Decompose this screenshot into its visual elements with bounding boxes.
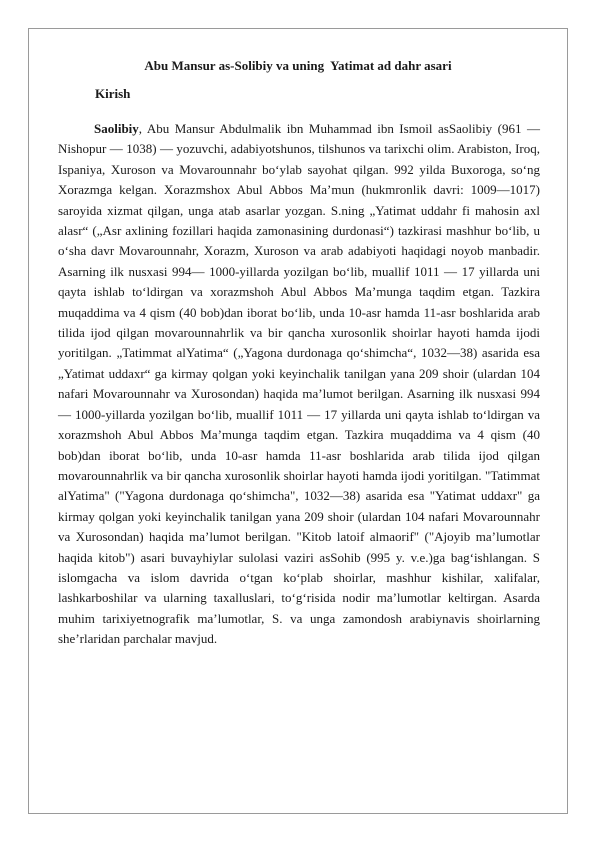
paragraph-text: , Abu Mansur Abdulmalik ibn Muhammad ibn Ismoil asSaolibiy (961 — Nishopur — 1038) — yozuvchi, adabiyotshunos, tilshunos va tarixchi olim. Arabiston, Iroq, Ispaniya, Xuroson va Movarounnahr bo‘ylab sayohat qilgan. 992 yilda Buxoroga, so‘ng Xorazmga kelgan. Xorazmshox Abul Abbos Ma’mun (hukmronlik davri: 1009—1017) saroyida xizmat qilgan, unga atab asarlar yozgan. S.ning „Yatimat uddahr fi mahosin axl alasr“ („Asr axlining fozillari haqida zamonasining durdonasi“) tazkirasi mashhur bo‘lib, u o‘sha davr Movarounnahr, Xorazm, Xuroson va arab adabiyoti haqidagi noyob manbadir. Asarning ilk nusxasi 994— 1000-yillarda yozilgan bo‘lib, muallif 1011 — 17 yillarda uni qayta ishlab to‘ldirgan va xorazmshoh Abul Abbos Ma’munga taqdim etgan. Tazkira muqaddima va 4 qism (40 bob)dan iborat bo‘lib, unda 10-asr hamda 11-asr boshlarida arab tilida ijod qilgan movarounnahrlik va bir qancha xurosonlik shoirlar hayoti hamda ijodi yoritilgan. „Tatimmat alYatima“ („Yagona durdonaga qo‘shimcha“, 1032—38) asarida esa „Yatimat uddaxr“ ga kirmay qolgan yoki keyinchalik tanilgan yana 209 shoir (ulardan 104 nafari Movarounnahr va Xurosondan) haqida ma’lumot berilgan. Asarning ilk nusxasi 994— 1000-yillarda yozilgan bo‘lib, muallif 1011 — 17 yillarda uni qayta ishlab to‘ldirgan va xorazmshoh Abul Abbos Ma’munga taqdim etgan. Tazkira muqaddima va 4 qism (40 bob)dan iborat bo‘lib, unda 10-asr hamda 11-asr boshlarida arab tilida ijod qilgan movarounnahrlik va bir qancha xurosonlik shoirlar hayoti hamda ijodi yoritilgan. "Tatimmat alYatima" ("Yagona durdonaga qo‘shimcha", 1032—38) asarida esa "Yatimat uddaxr" ga kirmay qolgan yoki keyinchalik tanilgan yana 209 shoir (ulardan 104 nafari Movarounnahr va Xurosondan) haqida ma’lumot berilgan. "Kitob latoif almaorif" ("Ajoyib ma’lumotlar haqida kitob") asari buvayhiylar sulolasi vaziri asSohib (995 y. v.e.)ga bag‘ishlangan. S islomgacha va islom davrida o‘tgan ko‘plab shoirlar, mashhur kishilar, xalifalar, lashkarboshilar va ularning taxalluslari, to‘g‘risida nodir ma’lumotlar keltirgan. Asarda muhim tarixiyetnografik ma’lumotlar, S. va unga zamondosh arabiynavis shoirlarning she’rlaridan parchalar mavjud. (58, 121, 540, 647)
section-heading: Kirish (95, 86, 131, 101)
document-title: Abu Mansur as-Solibiy va uning Yatimat ad dahr asari (144, 58, 452, 73)
body-paragraph (58, 119, 540, 650)
lead-word: Saolibiy (94, 121, 139, 136)
